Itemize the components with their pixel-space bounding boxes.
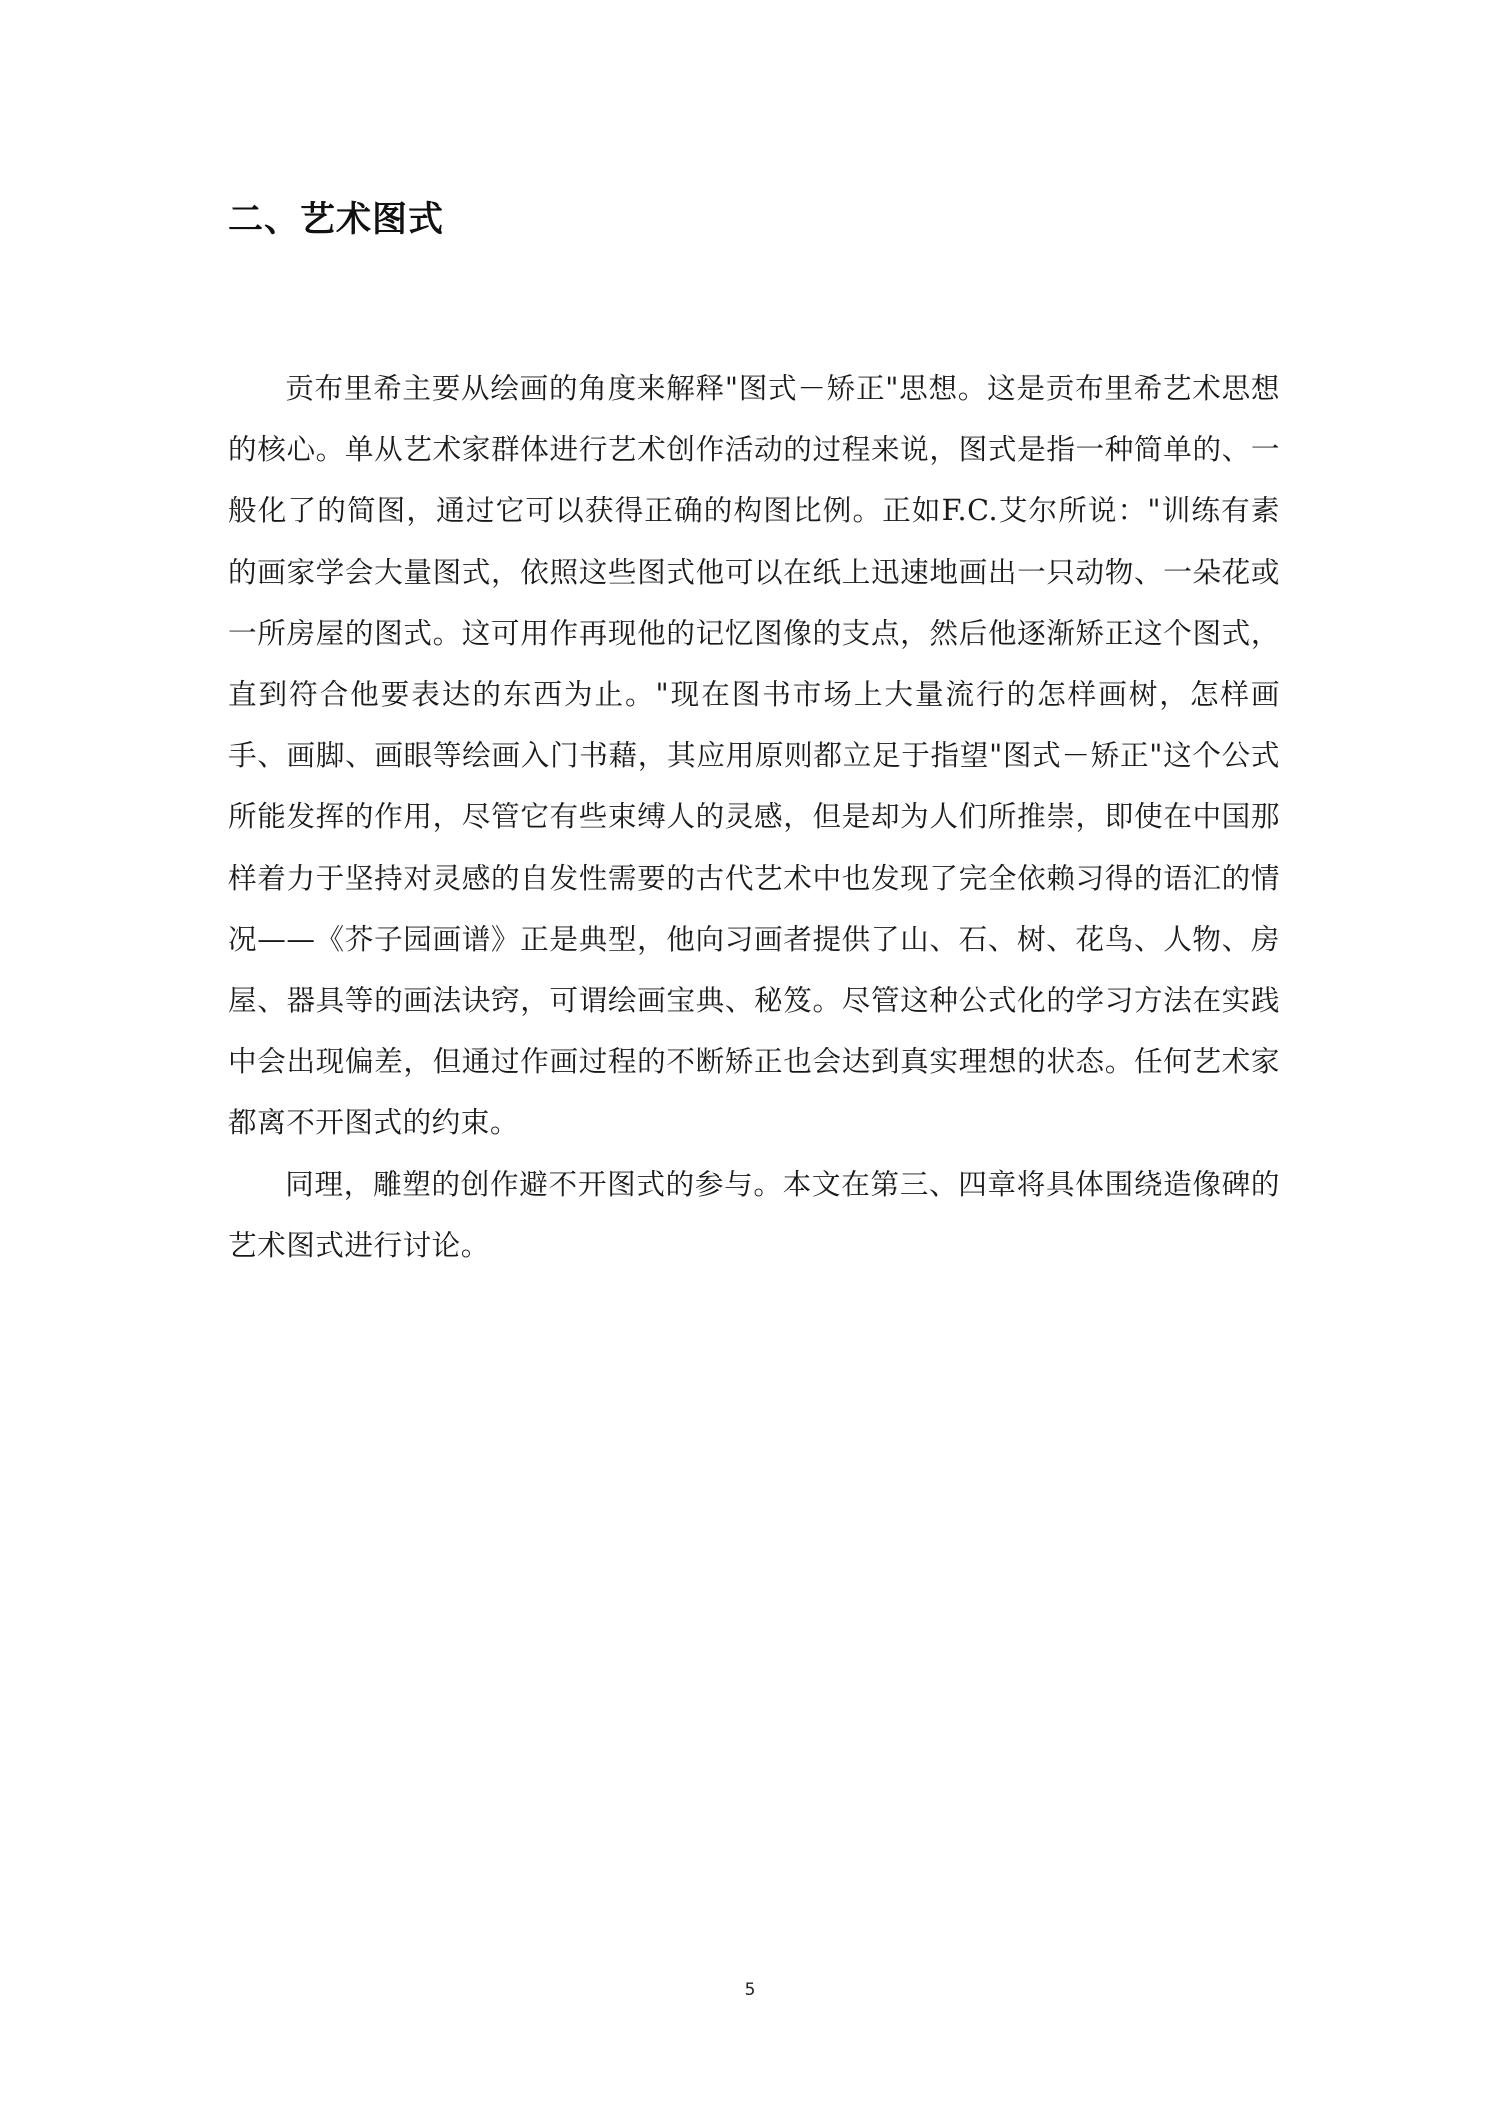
page-number: 5 [744, 1980, 756, 2000]
section-heading: 二、艺术图式 [228, 200, 445, 240]
paragraph-sculpture-schema: 同理，雕塑的创作避不开图式的参与。本文在第三、四章将具体围绕造像碑的艺术图式进行讨论。 [228, 1166, 1280, 1262]
paragraph-schema-correction: 贡布里希主要从绘画的角度来解释"图式－矫正"思想。这是贡布里希艺术思想的核心。单从艺术家群体进行艺术创作活动的过程来说，图式是指一种简单的、一般化了的简图，通过它可以获得正确的构图比例。正如F.C.艾尔所说："训练有素的画家学会大量图式，依照这些图式他可以在纸上迅速地画出一只动物、一朵花或一所房屋的图式。这可用作再现他的记忆图像的支点，然后他逐渐矫正这个图式，直到符合他要表达的东西为止。"现在图书市场上大量流行的怎样画树，怎样画手、画脚、画眼等绘画入门书藉，其应用原则都立足于指望"图式－矫正"这个公式所能发挥的作用，尽管它有些束缚人的灵感，但是却为人们所推崇，即使在中国那样着力于坚持对灵感的自发性需要的古代艺术中也发现了完全依赖习得的语汇的情况——《芥子园画谱》正是典型，他向习画者提供了山、石、树、花鸟、人物、房屋、器具等的画法诀窍，可谓绘画宝典、秘笈。尽管这种公式化的学习方法在实践中会出现偏差，但通过作画过程的不断矫正也会达到真实理想的状态。任何艺术家都离不开图式的约束。 [228, 371, 1280, 1140]
body-text [228, 358, 1280, 1276]
